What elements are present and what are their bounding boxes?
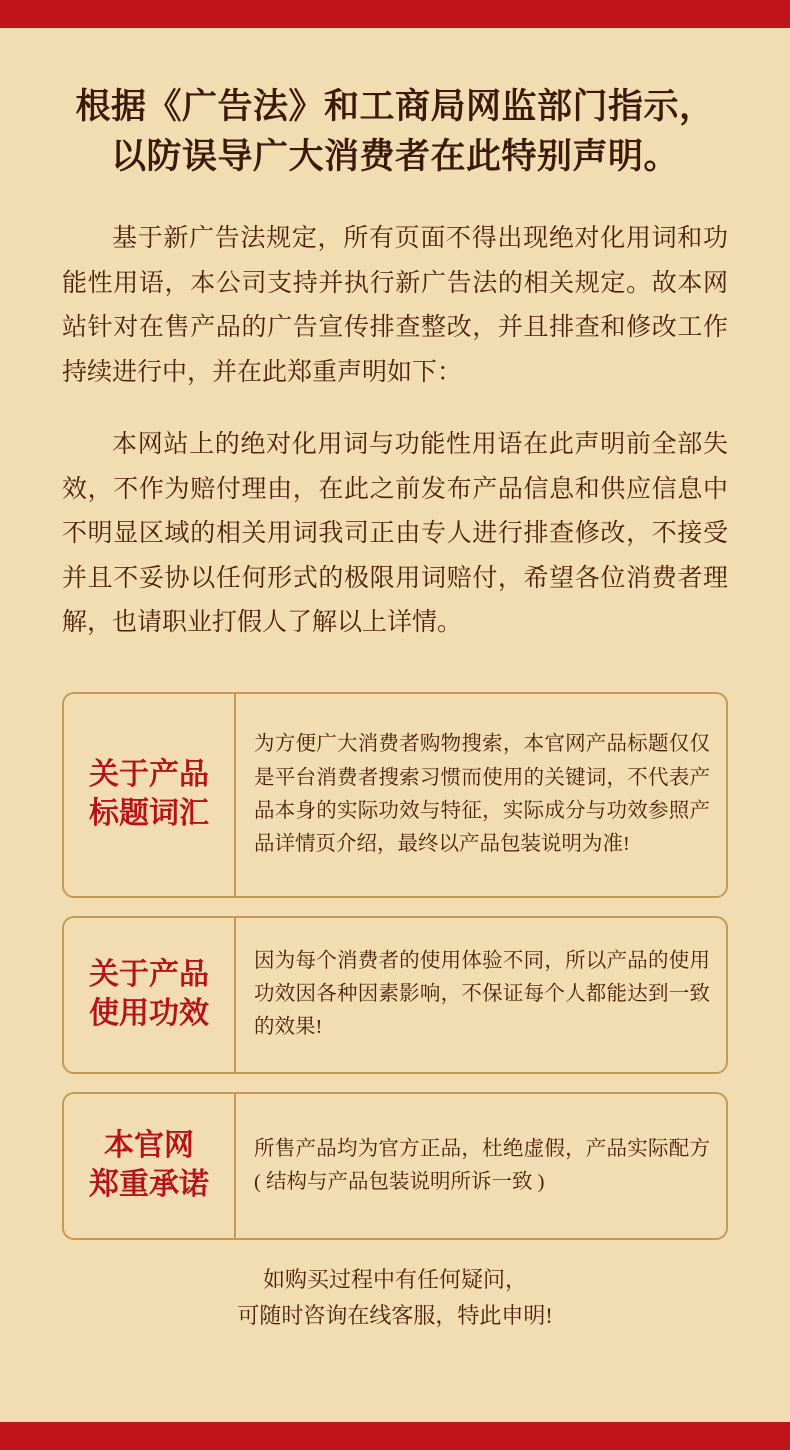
footer-note-line-2: 可随时咨询在线客服，特此申明! [237,1302,553,1328]
statement-card-title-line-2: 郑重承诺 [89,1167,209,1201]
page-title [62,28,728,181]
statement-card-body: 为方便广大消费者购物搜索，本官网产品标题仅仅是平台消费者搜索习惯而使用的关键词，不代表产品本身的实际功效与特征，实际成分与功效参照产品详情页介绍，最终以产品包装说明为准! [254,733,710,856]
page-title-line-1: 根据《广告法》和工商局网监部门指示， [75,87,715,126]
footer-note [62,1262,728,1333]
page-title-line-2: 以防误导广大消费者在此特别声明。 [110,136,679,176]
statement-card-title-line-1: 关于产品 [89,758,209,792]
statement-card-product-title [62,692,728,898]
statement-card-title-line-2: 使用功效 [89,996,209,1030]
statement-card-title [64,1094,236,1238]
statement-card-title-line-2: 标题词汇 [89,796,209,830]
statement-card-title-line-1: 关于产品 [89,958,209,992]
statement-card-title-line-1: 本官网 [104,1129,194,1163]
content-panel [0,28,790,1422]
statement-card-list [62,692,728,1240]
statement-card-body: 所售产品均为官方正品，杜绝虚假，产品实际配方( 结构与产品包装说明所诉一致 ) [254,1137,710,1193]
statement-card-official-promise [62,1092,728,1240]
footer-note-line-1: 如购买过程中有任何疑问， [262,1266,527,1292]
statement-card-title [64,918,236,1072]
statement-card-product-efficacy [62,916,728,1074]
statement-card-title [64,694,236,896]
disclaimer-paragraph-1: 基于新广告法规定，所有页面不得出现绝对化用词和功能性用语，本公司支持并执行新广告法的相关规定。故本网站针对在售产品的广告宣传排查整改，并且排查和修改工作持续进行中，并在此郑重声明如下： [62,225,728,386]
disclaimer-paragraph-2: 本网站上的绝对化用词与功能性用语在此声明前全部失效，不作为赔付理由，在此之前发布产品信息和供应信息中不明显区域的相关用词我司正由专人进行排查修改，不接受并且不妥协以任何形式的极限用词赔付，希望各位消费者理解，也请职业打假人了解以上详情。 [62,431,728,637]
statement-card-body: 因为每个消费者的使用体验不同，所以产品的使用功效因各种因素影响，不保证每个人都能达到一致的效果! [254,950,710,1039]
